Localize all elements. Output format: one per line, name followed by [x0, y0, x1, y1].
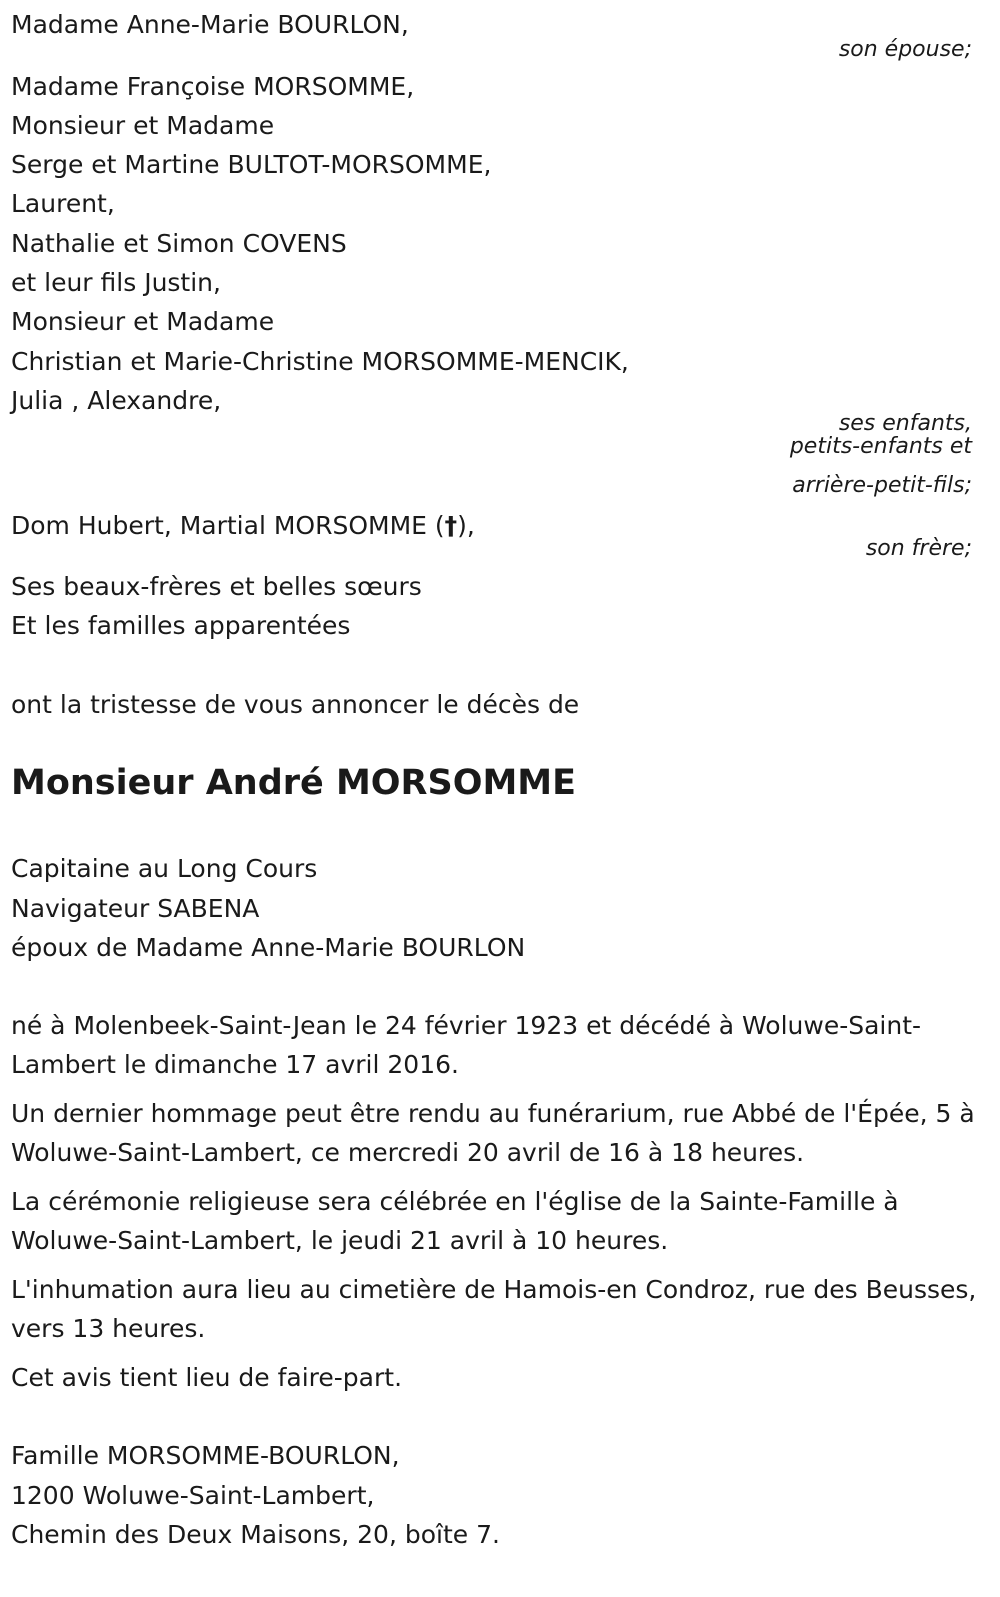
birth-death-paragraph: né à Molenbeek-Saint-Jean le 24 février 1923 et décédé à Woluwe-Saint-Lambert le dimanche 17 avril 2016. [11, 1011, 922, 1079]
cross-icon: † [444, 511, 458, 540]
family-line: Serge et Martine BULTOT-MORSOMME, [11, 150, 492, 179]
brother-role: son frère; [865, 536, 972, 561]
family-line: Laurent, [11, 189, 115, 218]
burial-paragraph: L'inhumation aura lieu au cimetière de Hamois-en Condroz, rue des Beusses, vers 13 heures. [11, 1275, 977, 1343]
family-line: Christian et Marie-Christine MORSOMME-MENCIK, [11, 347, 629, 376]
ceremony-paragraph: La cérémonie religieuse sera célébrée en l'église de la Sainte-Famille à Woluwe-Saint-Lambert, le jeudi 21 avril à 10 heures. [11, 1187, 899, 1255]
spouse-name: Madame Anne-Marie BOURLON, [11, 10, 409, 39]
family-line: Nathalie et Simon COVENS [11, 229, 347, 258]
family-line: Madame Françoise MORSOMME, [11, 72, 415, 101]
family-line: Monsieur et Madame [11, 111, 275, 140]
brother-name-text: Dom Hubert, Martial MORSOMME ( [11, 511, 445, 540]
deceased-title: Capitaine au Long Cours [11, 854, 318, 883]
notice-paragraph: Cet avis tient lieu de faire-part. [11, 1363, 403, 1392]
address-line: Chemin des Deux Maisons, 20, boîte 7. [11, 1520, 500, 1549]
children-role: ses enfants, [838, 411, 972, 436]
family-line: et leur fils Justin, [11, 268, 221, 297]
deceased-title: Navigateur SABENA [11, 894, 260, 923]
tribute-paragraph: Un dernier hommage peut être rendu au funérarium, rue Abbé de l'Épée, 5 à Woluwe-Saint-Lambert, ce mercredi 20 avril de 16 à 18 heures. [11, 1099, 975, 1167]
extended-family-line: Et les familles apparentées [11, 611, 351, 640]
children-role: petits-enfants et [789, 434, 972, 459]
brother-name-suffix: ), [457, 511, 475, 540]
brother-name [11, 506, 475, 545]
deceased-name: Monsieur André MORSOMME [11, 763, 577, 803]
family-line: Julia , Alexandre, [11, 386, 222, 415]
family-line: Monsieur et Madame [11, 307, 275, 336]
extended-family-line: Ses beaux-frères et belles sœurs [11, 572, 422, 601]
children-role: arrière-petit-fils; [792, 473, 972, 498]
announcement-text: ont la tristesse de vous annoncer le décès de [11, 690, 580, 719]
address-line: Famille MORSOMME-BOURLON, [11, 1441, 400, 1470]
deceased-title: époux de Madame Anne-Marie BOURLON [11, 933, 526, 962]
spouse-role: son épouse; [838, 37, 972, 62]
address-line: 1200 Woluwe-Saint-Lambert, [11, 1481, 375, 1510]
